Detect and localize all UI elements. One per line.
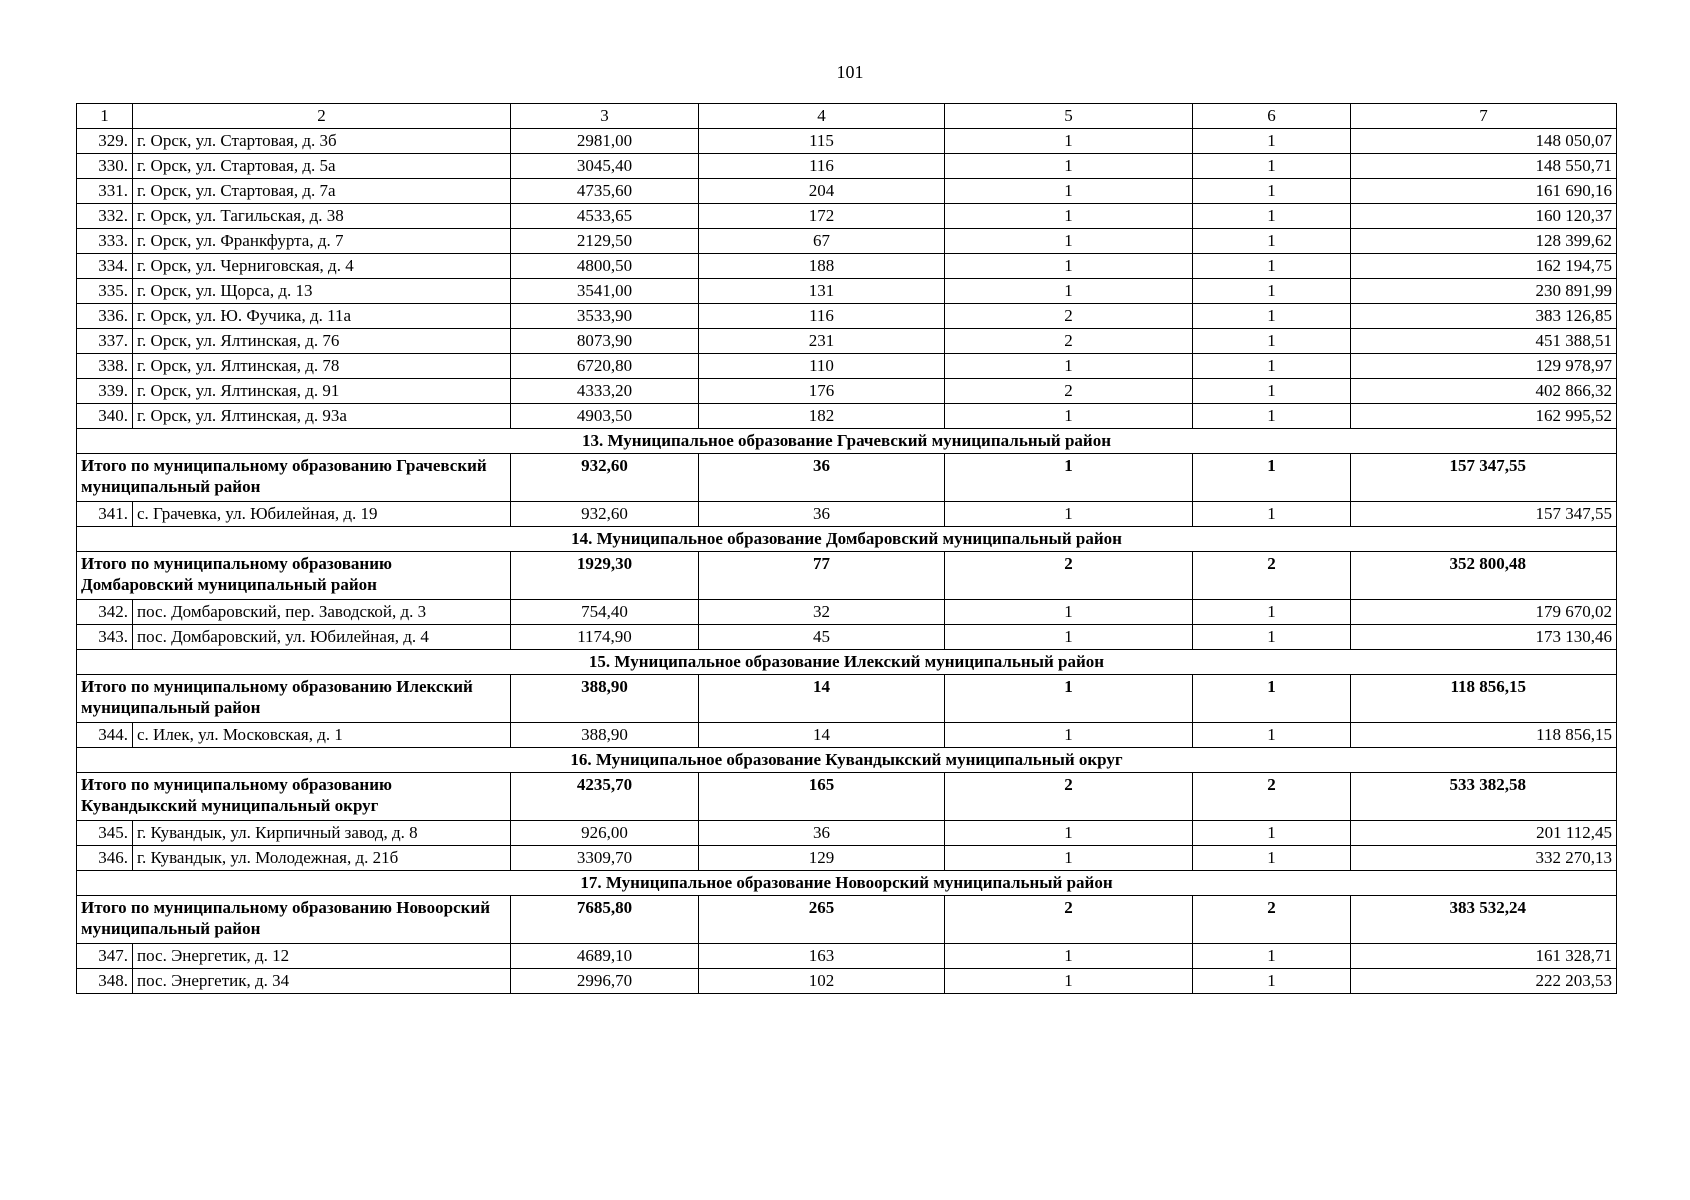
total-col6-cell: 2 [1193,773,1351,821]
col6-cell: 1 [1193,254,1351,279]
col6-cell: 1 [1193,304,1351,329]
area-cell: 754,40 [511,600,699,625]
table-row [77,944,1617,969]
address-cell: пос. Домбаровский, ул. Юбилейная, д. 4 [133,625,511,650]
cost-cell: 173 130,46 [1351,625,1617,650]
row-number-cell: 329. [77,129,133,154]
col4-cell: 182 [699,404,945,429]
area-cell: 3045,40 [511,154,699,179]
col6-cell: 1 [1193,379,1351,404]
area-cell: 4333,20 [511,379,699,404]
table-row [77,354,1617,379]
total-col6-cell: 1 [1193,454,1351,502]
address-cell: г. Орск, ул. Ялтинская, д. 93а [133,404,511,429]
table-row [77,204,1617,229]
row-number-cell: 332. [77,204,133,229]
col5-cell: 1 [945,846,1193,871]
col5-cell: 1 [945,502,1193,527]
area-cell: 4533,65 [511,204,699,229]
total-col4-cell: 165 [699,773,945,821]
col6-cell: 1 [1193,944,1351,969]
table-row [77,969,1617,994]
total-col6-cell: 2 [1193,896,1351,944]
subtotal-row [77,454,1617,502]
cost-cell: 179 670,02 [1351,600,1617,625]
section-heading-row [77,429,1617,454]
col6-cell: 1 [1193,179,1351,204]
table-row [77,329,1617,354]
col4-cell: 36 [699,502,945,527]
col4-cell: 116 [699,154,945,179]
row-number-cell: 340. [77,404,133,429]
cost-cell: 201 112,45 [1351,821,1617,846]
area-cell: 4800,50 [511,254,699,279]
table-row [77,821,1617,846]
total-col4-cell: 265 [699,896,945,944]
col5-cell: 1 [945,723,1193,748]
row-number-cell: 345. [77,821,133,846]
row-number-cell: 330. [77,154,133,179]
col4-cell: 36 [699,821,945,846]
row-number-cell: 333. [77,229,133,254]
col4-cell: 231 [699,329,945,354]
address-cell: г. Орск, ул. Стартовая, д. 3б [133,129,511,154]
address-cell: г. Орск, ул. Ю. Фучика, д. 11а [133,304,511,329]
table-row [77,179,1617,204]
address-cell: г. Кувандык, ул. Кирпичный завод, д. 8 [133,821,511,846]
row-number-cell: 344. [77,723,133,748]
section-title: 13. Муниципальное образование Грачевский муниципальный район [77,429,1617,454]
table-row [77,229,1617,254]
address-cell: г. Кувандык, ул. Молодежная, д. 21б [133,846,511,871]
total-cost-cell: 383 532,24 [1351,896,1617,944]
col5-cell: 1 [945,154,1193,179]
table-row [77,723,1617,748]
column-header: 4 [699,104,945,129]
row-number-cell: 335. [77,279,133,304]
col5-cell: 1 [945,944,1193,969]
table-row [77,625,1617,650]
col6-cell: 1 [1193,354,1351,379]
cost-cell: 222 203,53 [1351,969,1617,994]
col6-cell: 1 [1193,625,1351,650]
col5-cell: 1 [945,625,1193,650]
col4-cell: 176 [699,379,945,404]
area-cell: 926,00 [511,821,699,846]
section-heading-row [77,871,1617,896]
column-header: 2 [133,104,511,129]
col6-cell: 1 [1193,969,1351,994]
col4-cell: 204 [699,179,945,204]
col4-cell: 131 [699,279,945,304]
area-cell: 3309,70 [511,846,699,871]
column-header: 6 [1193,104,1351,129]
row-number-cell: 331. [77,179,133,204]
cost-cell: 332 270,13 [1351,846,1617,871]
table-row [77,600,1617,625]
total-col5-cell: 2 [945,552,1193,600]
address-cell: г. Орск, ул. Щорса, д. 13 [133,279,511,304]
col5-cell: 1 [945,229,1193,254]
address-cell: г. Орск, ул. Ялтинская, д. 76 [133,329,511,354]
subtotal-label: Итого по муниципальному образованию Илекский муниципальный район [77,675,511,723]
col6-cell: 1 [1193,846,1351,871]
area-cell: 2981,00 [511,129,699,154]
section-title: 16. Муниципальное образование Кувандыкский муниципальный округ [77,748,1617,773]
total-area-cell: 7685,80 [511,896,699,944]
row-number-cell: 348. [77,969,133,994]
column-header: 7 [1351,104,1617,129]
col4-cell: 163 [699,944,945,969]
table-row [77,404,1617,429]
col5-cell: 1 [945,179,1193,204]
cost-cell: 162 194,75 [1351,254,1617,279]
area-cell: 3533,90 [511,304,699,329]
address-cell: г. Орск, ул. Черниговская, д. 4 [133,254,511,279]
row-number-cell: 339. [77,379,133,404]
col5-cell: 2 [945,329,1193,354]
column-header: 1 [77,104,133,129]
total-col5-cell: 1 [945,454,1193,502]
cost-cell: 451 388,51 [1351,329,1617,354]
table-body [77,104,1617,994]
section-title: 14. Муниципальное образование Домбаровский муниципальный район [77,527,1617,552]
col5-cell: 1 [945,404,1193,429]
table-row [77,379,1617,404]
address-cell: с. Грачевка, ул. Юбилейная, д. 19 [133,502,511,527]
total-col4-cell: 36 [699,454,945,502]
section-heading-row [77,527,1617,552]
table-row [77,279,1617,304]
table-row [77,154,1617,179]
subtotal-row [77,552,1617,600]
col6-cell: 1 [1193,821,1351,846]
col4-cell: 32 [699,600,945,625]
area-cell: 932,60 [511,502,699,527]
subtotal-label: Итого по муниципальному образованию Грачевский муниципальный район [77,454,511,502]
address-cell: пос. Энергетик, д. 12 [133,944,511,969]
area-cell: 1174,90 [511,625,699,650]
col4-cell: 172 [699,204,945,229]
section-heading-row [77,748,1617,773]
area-cell: 2996,70 [511,969,699,994]
col4-cell: 14 [699,723,945,748]
col5-cell: 1 [945,254,1193,279]
cost-cell: 129 978,97 [1351,354,1617,379]
col6-cell: 1 [1193,600,1351,625]
cost-cell: 157 347,55 [1351,502,1617,527]
subtotal-label: Итого по муниципальному образованию Кувандыкский муниципальный округ [77,773,511,821]
row-number-cell: 336. [77,304,133,329]
cost-cell: 383 126,85 [1351,304,1617,329]
total-area-cell: 1929,30 [511,552,699,600]
cost-cell: 148 550,71 [1351,154,1617,179]
housing-register-table [76,103,1617,994]
cost-cell: 128 399,62 [1351,229,1617,254]
col6-cell: 1 [1193,204,1351,229]
address-cell: г. Орск, ул. Тагильская, д. 38 [133,204,511,229]
address-cell: с. Илек, ул. Московская, д. 1 [133,723,511,748]
col4-cell: 116 [699,304,945,329]
col5-cell: 1 [945,354,1193,379]
row-number-cell: 347. [77,944,133,969]
address-cell: г. Орск, ул. Ялтинская, д. 91 [133,379,511,404]
cost-cell: 118 856,15 [1351,723,1617,748]
table-row [77,254,1617,279]
total-area-cell: 932,60 [511,454,699,502]
total-col4-cell: 77 [699,552,945,600]
row-number-cell: 338. [77,354,133,379]
col5-cell: 1 [945,821,1193,846]
cost-cell: 161 690,16 [1351,179,1617,204]
subtotal-label: Итого по муниципальному образованию Домбаровский муниципальный район [77,552,511,600]
section-heading-row [77,650,1617,675]
address-cell: пос. Энергетик, д. 34 [133,969,511,994]
row-number-cell: 337. [77,329,133,354]
area-cell: 3541,00 [511,279,699,304]
total-area-cell: 388,90 [511,675,699,723]
area-cell: 8073,90 [511,329,699,354]
total-col5-cell: 1 [945,675,1193,723]
col6-cell: 1 [1193,329,1351,354]
row-number-cell: 341. [77,502,133,527]
table-row [77,129,1617,154]
total-col5-cell: 2 [945,896,1193,944]
cost-cell: 160 120,37 [1351,204,1617,229]
col6-cell: 1 [1193,279,1351,304]
row-number-cell: 346. [77,846,133,871]
col5-cell: 1 [945,129,1193,154]
col6-cell: 1 [1193,229,1351,254]
total-cost-cell: 352 800,48 [1351,552,1617,600]
section-title: 15. Муниципальное образование Илекский муниципальный район [77,650,1617,675]
col5-cell: 1 [945,600,1193,625]
table-row [77,502,1617,527]
total-col6-cell: 1 [1193,675,1351,723]
col5-cell: 2 [945,379,1193,404]
row-number-cell: 343. [77,625,133,650]
cost-cell: 162 995,52 [1351,404,1617,429]
col5-cell: 1 [945,279,1193,304]
col5-cell: 1 [945,969,1193,994]
col6-cell: 1 [1193,404,1351,429]
cost-cell: 161 328,71 [1351,944,1617,969]
cost-cell: 230 891,99 [1351,279,1617,304]
address-cell: г. Орск, ул. Ялтинская, д. 78 [133,354,511,379]
total-col6-cell: 2 [1193,552,1351,600]
area-cell: 4903,50 [511,404,699,429]
address-cell: г. Орск, ул. Стартовая, д. 5а [133,154,511,179]
address-cell: г. Орск, ул. Стартовая, д. 7а [133,179,511,204]
col4-cell: 45 [699,625,945,650]
cost-cell: 148 050,07 [1351,129,1617,154]
col4-cell: 67 [699,229,945,254]
table-row [77,304,1617,329]
address-cell: пос. Домбаровский, пер. Заводской, д. 3 [133,600,511,625]
table-row [77,846,1617,871]
row-number-cell: 334. [77,254,133,279]
total-cost-cell: 118 856,15 [1351,675,1617,723]
col5-cell: 2 [945,304,1193,329]
col4-cell: 102 [699,969,945,994]
section-title: 17. Муниципальное образование Новоорский муниципальный район [77,871,1617,896]
total-col5-cell: 2 [945,773,1193,821]
page-number: 101 [836,62,864,82]
total-cost-cell: 157 347,55 [1351,454,1617,502]
total-col4-cell: 14 [699,675,945,723]
col6-cell: 1 [1193,129,1351,154]
col4-cell: 110 [699,354,945,379]
col6-cell: 1 [1193,723,1351,748]
total-cost-cell: 533 382,58 [1351,773,1617,821]
subtotal-label: Итого по муниципальному образованию Новоорский муниципальный район [77,896,511,944]
subtotal-row [77,896,1617,944]
column-header: 3 [511,104,699,129]
col6-cell: 1 [1193,154,1351,179]
area-cell: 388,90 [511,723,699,748]
address-cell: г. Орск, ул. Франкфурта, д. 7 [133,229,511,254]
column-number-row [77,104,1617,129]
col6-cell: 1 [1193,502,1351,527]
col5-cell: 1 [945,204,1193,229]
row-number-cell: 342. [77,600,133,625]
col4-cell: 188 [699,254,945,279]
col4-cell: 115 [699,129,945,154]
cost-cell: 402 866,32 [1351,379,1617,404]
area-cell: 6720,80 [511,354,699,379]
area-cell: 4735,60 [511,179,699,204]
total-area-cell: 4235,70 [511,773,699,821]
area-cell: 4689,10 [511,944,699,969]
subtotal-row [77,675,1617,723]
area-cell: 2129,50 [511,229,699,254]
subtotal-row [77,773,1617,821]
column-header: 5 [945,104,1193,129]
col4-cell: 129 [699,846,945,871]
